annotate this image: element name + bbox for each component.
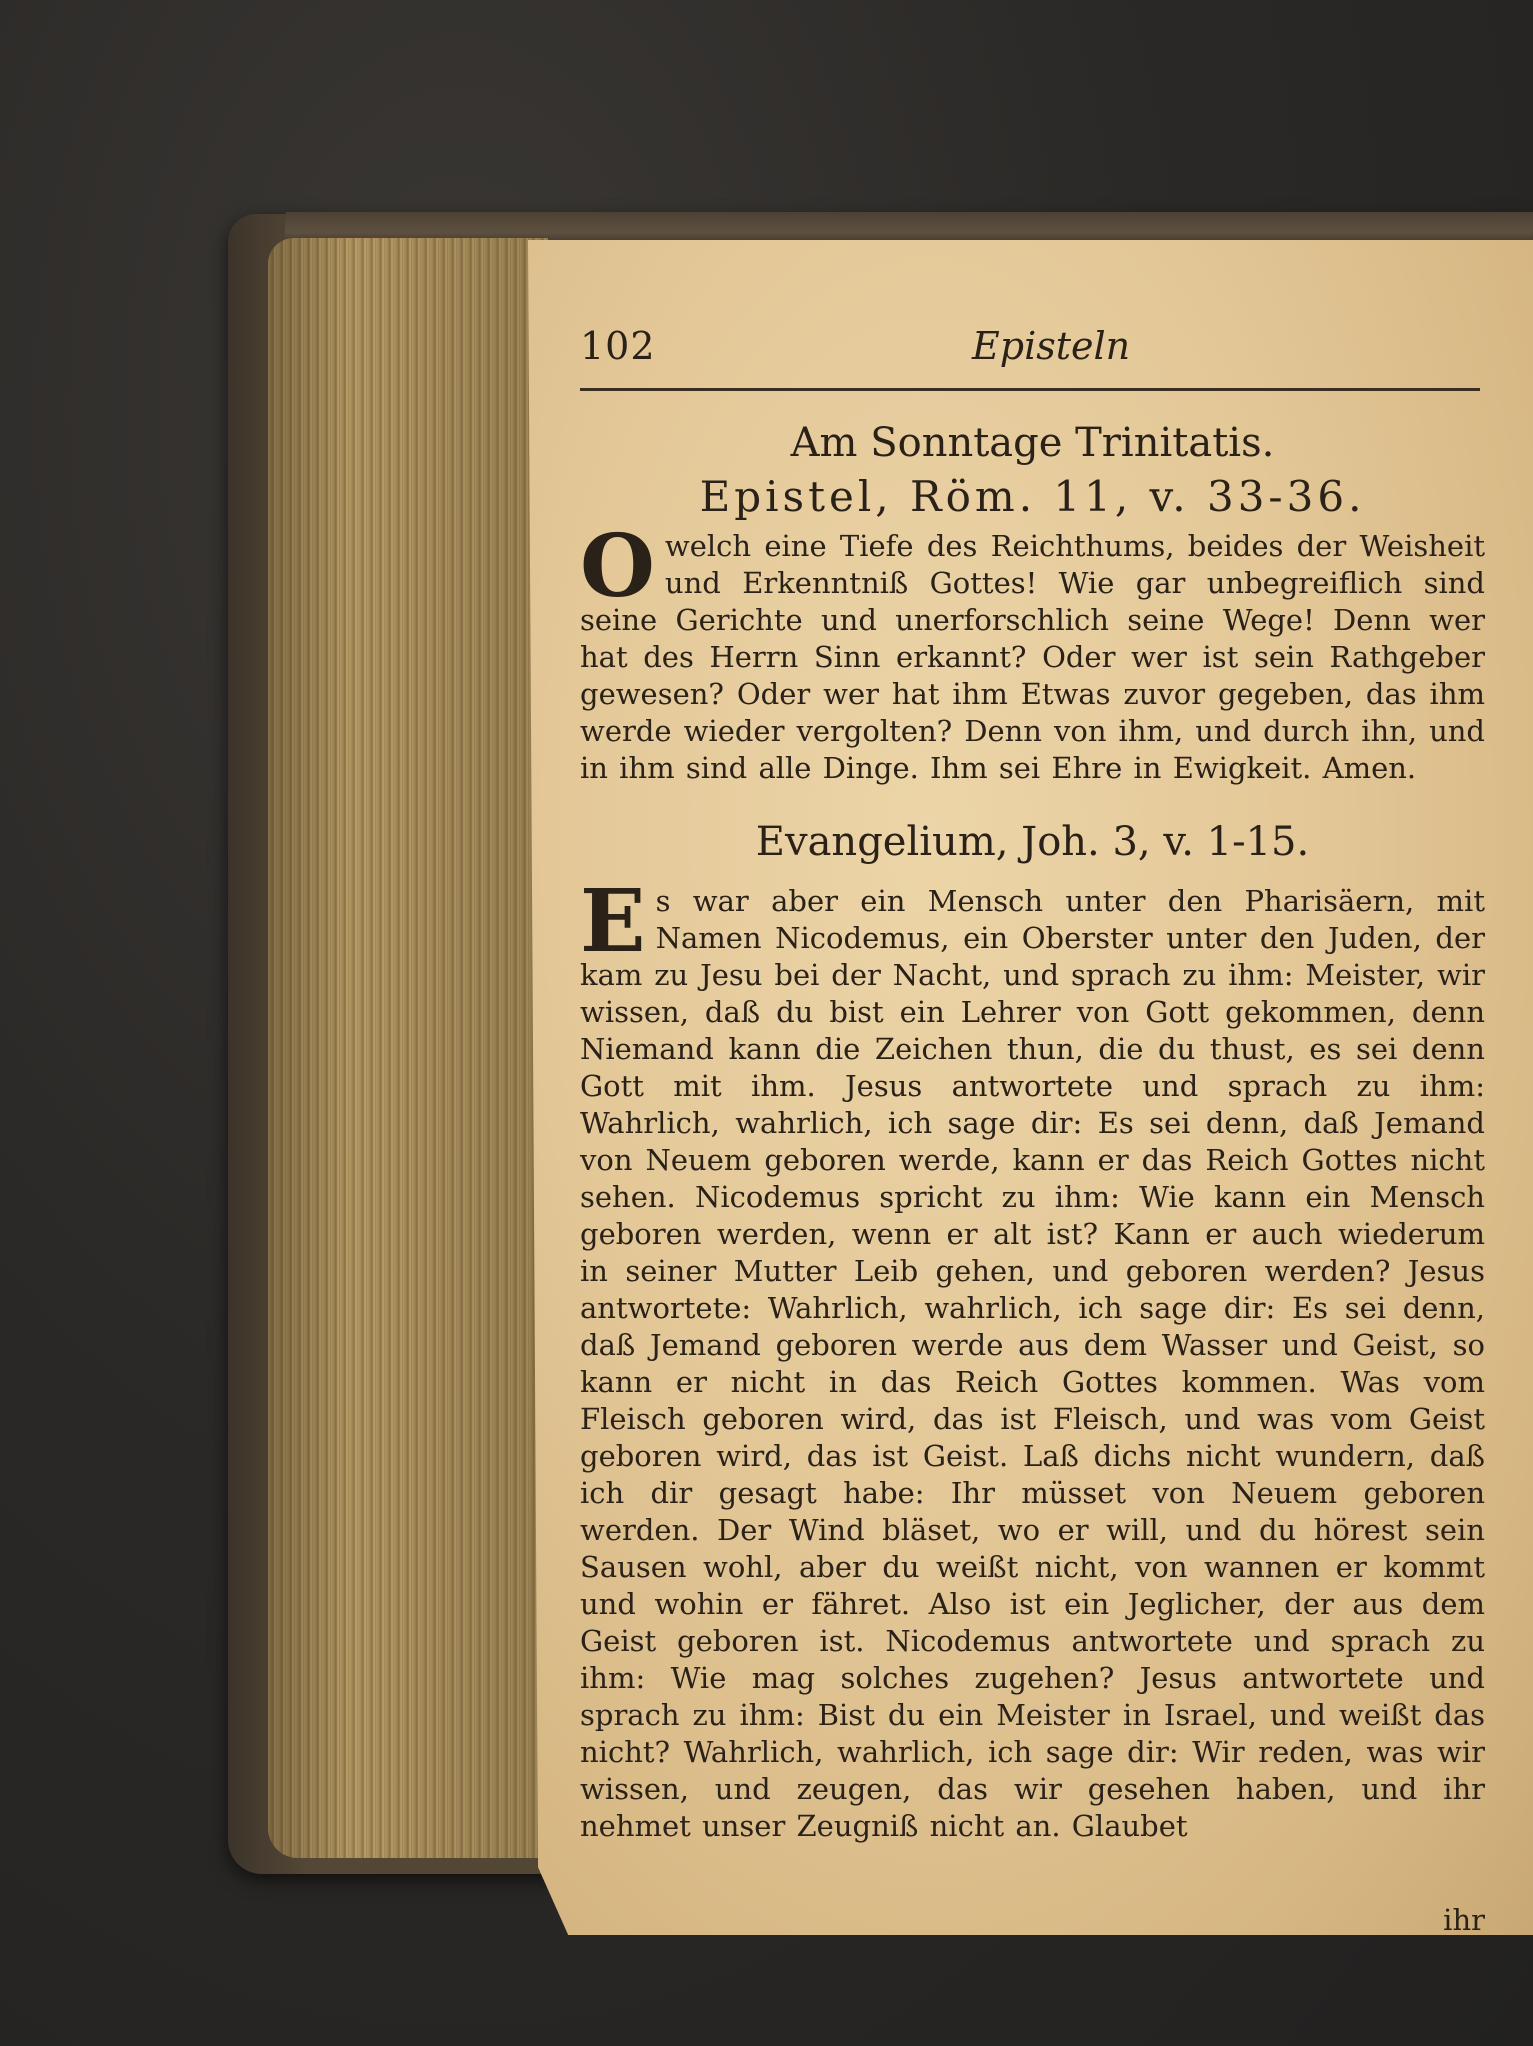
gospel-drop-cap: E xyxy=(580,871,646,972)
epistle-drop-cap: O xyxy=(580,516,655,617)
epistle-paragraph xyxy=(580,516,1485,787)
gospel-heading: Evangelium, Joh. 3, v. 1-15. xyxy=(755,819,1310,865)
epistle-heading: Epistel, Röm. 11, v. 33-36. xyxy=(699,472,1366,521)
gospel-text: s war aber ein Mensch unter den Pharisäern, mit Namen Nicodemus, ein Oberster unter den Juden, der kam zu Jesu bei der Nacht, und sprach zu ihm: Meister, wir wissen, daß du bist ein Lehrer von Gott gekommen, denn Niemand kann die Zeichen thun, die du thust, es sei denn Gott mit ihm. Jesus antwortete und sprach zu ihm: Wahrlich, wahrlich, ich sage dir: Es sei denn, daß Jemand von Neuem geboren werde, kann er das Reich Gottes nicht sehen. Nicodemus spricht zu ihm: Wie kann ein Mensch geboren werden, wenn er alt ist? Kann er auch wiederum in seiner Mutter Leib gehen, und geboren werden? Jesus antwortete: Wahrlich, wahrlich, ich sage dir: Es sei denn, daß Jemand geboren werde aus dem Wasser und Geist, so kann er nicht in das Reich Gottes kommen. Was vom Fleisch geboren wird, das ist Fleisch, und was vom Geist geboren wird, das ist Geist. Laß dichs nicht wundern, daß ich dir gesagt habe: Ihr müsset von Neuem geboren werden. Der Wind bläset, wo er will, und du hörest sein Sausen wohl, aber du weißt nicht, von wannen er kommt und wohin er fähret. Also ist ein Jeglicher, der aus dem Geist geboren ist. Nicodemus antwortete und sprach zu ihm: Wie mag solches zugehen? Jesus antwortete und sprach zu ihm: Bist du ein Meister in Israel, und weißt das nicht? Wahrlich, wahrlich, ich sage dir: Wir reden, was wir wissen, und zeugen, das wir gesehen haben, und ihr nehmet unser Zeugniß nicht an. Glaubet xyxy=(580,884,1485,1843)
epistle-text: welch eine Tiefe des Reichthums, beides der Weisheit und Erkenntniß Gottes! Wie gar unbegreiflich sind seine Gerichte und unerforschlich seine Wege! Denn wer hat des Herrn Sinn erkannt? Oder wer ist sein Rathgeber gewesen? Oder wer hat ihm Etwas zuvor gegeben, das ihm werde wieder vergolten? Denn von ihm, und durch ihn, und in ihm sind alle Dinge. Ihm sei Ehre in Ewigkeit. Amen. xyxy=(580,529,1485,785)
catchword: ihr xyxy=(1443,1903,1485,1937)
gospel-paragraph xyxy=(580,871,1485,1845)
sunday-heading: Am Sonntage Trinitatis. xyxy=(790,420,1275,466)
page-content xyxy=(580,318,1485,1937)
page-header xyxy=(580,318,1485,378)
running-head: Episteln xyxy=(972,324,1131,368)
page-block-shadow xyxy=(268,238,548,1858)
page-number: 102 xyxy=(580,324,656,368)
header-rule xyxy=(580,388,1480,391)
